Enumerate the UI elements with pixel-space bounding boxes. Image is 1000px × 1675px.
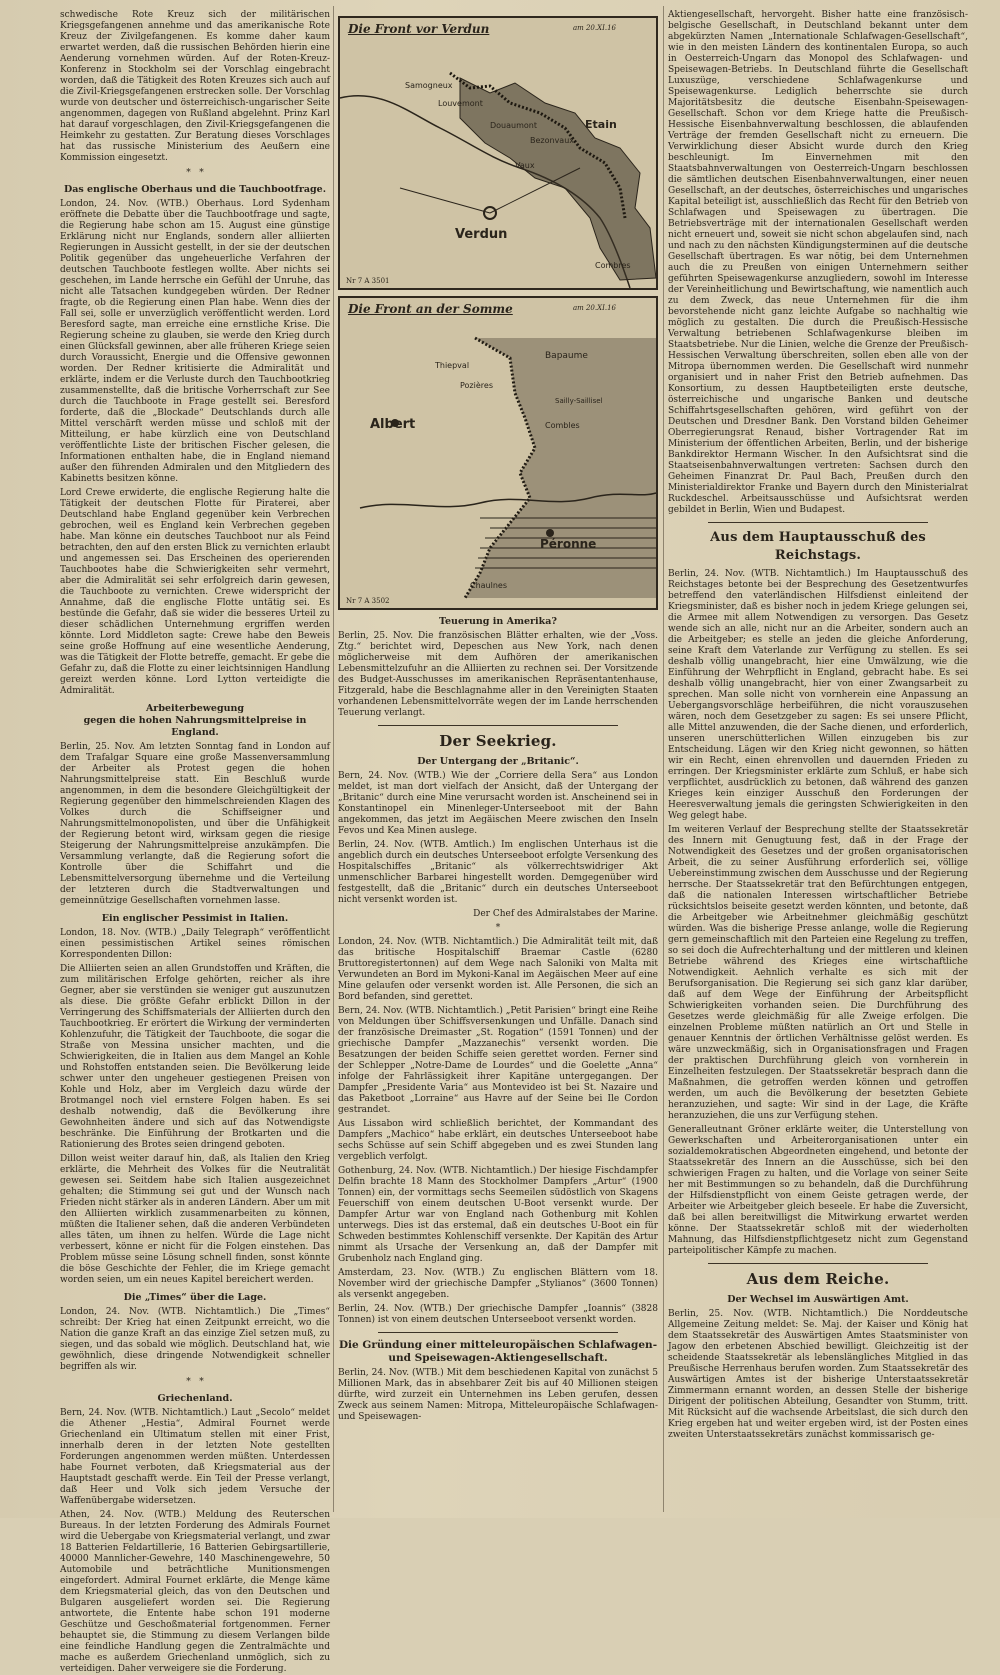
- article-paragraph: London, 24. Nov. (WTB. Nichtamtlich.) Die „Times“ schreibt: Der Krieg hat einen Zeitpunkt erreicht, wo die Nation die ganze Kraft an das einzige Ziel setzen muß, zu siegen, und das sobald wie möglich. Deutschland hat, wie gewöhnlich, diese dringende Notwendigkeit schneller begriffen als wir.: [60, 1307, 330, 1372]
- column-rule: [663, 6, 664, 1512]
- article-subheadline: gegen die hohen Nahrungsmittelpreise in England.: [83, 715, 307, 738]
- article-paragraph: Aus Lissabon wird schließlich berichtet, der Kommandant des Dampfers „Machico“ habe erklärt, ein deutsches Unterseeboot habe sechs Schüsse auf sein Schiff abgegeben und es zwei Stunden lang vergeblich verfolgt.: [338, 1119, 658, 1162]
- separator-stars: * *: [186, 168, 204, 178]
- divider: [708, 522, 928, 523]
- map-label: Bapaume: [545, 351, 588, 361]
- article-paragraph: Berlin, 24. Nov. (WTB. Nichtamtlich.) Im Hauptausschuß des Reichstages betonte bei der Besprechung des Gesetzentwurfes betreffend den vaterländischen Hilfsdienst einleitend der Kriegsminister, daß es bisher noch in jedem Kriege gelungen sei, die Armee mit allem Notwendigen zu versorgen. Das Gesetz wende sich an alle, nicht nur an die Arbeiter, sondern auch an die Arbeitgeber; es stelle an jeden die gleiche Anforderung, seine Kraft dem Vaterlande zur Verfügung zu stellen. Es sei deshalb völlig unangebracht, hier eine Umwälzung, wie die Einführung der Wehrpflicht in England, gebracht habe. Es sei deshalb völlig unangebracht, hier von einer Zwangsarbeit zu sprechen. Man solle nicht von vornherein eine Anpassung an Uebergangsvorschläge herbeiführen, die nicht vorauszusehen wären, noch dem Gesetzgeber zu sagen: Es sei unsere Pflicht, alle Mittel anzuwenden, die der Sache dienen, und erforderlich, unseren unerschütterlichen Willen einzugeben bis zur Entscheidung. Lägen wir den Krieg nicht gewonnen, so hätten wir ein Recht, einen ehrenvollen und dauernden Frieden zu erringen. Der Kriegsminister erklärte zum Schluß, er habe sich verpflichtet, ausdrücklich zu betonen, daß während des ganzen Krieges kein einziger Ausschuß den Forderungen der Heeresverwaltung jemals die geringsten Schwierigkeiten in den Weg gelegt habe.: [668, 569, 968, 821]
- section-headline: Der Seekrieg.: [439, 732, 557, 750]
- article-headline: Ein englischer Pessimist in Italien.: [101, 913, 289, 924]
- map-label: Albert: [370, 417, 416, 432]
- article-paragraph: Berlin, 24. Nov. (WTB. Amtlich.) Im englischen Unterhaus ist die angeblich durch ein deutsches Unterseeboot erfolgte Versenkung des Hospitalschiffes „Britanic“ als völkerrechtswidriger Akt unmenschlicher Barbarei hingestellt worden. Demgegenüber wird festgestellt, daß die „Britanic“ durch ein deutsches Unterseeboot nicht versenkt worden ist.: [338, 840, 658, 905]
- section-headline: Aus dem Reiche.: [746, 1270, 890, 1288]
- column-left: [60, 10, 330, 1674]
- map-somme-drawing: [340, 298, 656, 608]
- divider: [708, 1263, 928, 1264]
- map-label: Thiepval: [435, 361, 470, 370]
- article-paragraph: London, 24. Nov. (WTB. Nichtamtlich.) Die Admiralität teilt mit, daß das britische Hospitalschiff Braemar Castle (6280 Bruttoregistertonnen) auf dem Wege nach Saloniki von Malta mit Verwundeten an Bord im Mykoni-Kanal im Aegäischen Meer auf eine Mine gelaufen oder versenkt worden ist. Alle Personen, die sich an Bord befanden, sind gerettet.: [338, 937, 658, 1002]
- map-label: Chaulnes: [470, 581, 508, 590]
- column-middle: [338, 10, 658, 1510]
- article-paragraph: Berlin, 25. Nov. Am letzten Sonntag fand in London auf dem Trafalgar Square eine große Massenversammlung der Arbeiter als Protest gegen die hohen Nahrungsmittelpreise statt. Ein Beschluß wurde angenommen, in dem die besondere Gleichgültigkeit der Regierung gegenüber den himmelschreienden Klagen des Volkes durch die Schiffseigner und Nahrungsmittelmonopolisten, und über die Unfähigkeit der Regierung betont wird, wirksam gegen die riesige Steigerung der Nahrungsmittelpreise anzukämpfen. Die Versammlung verlangte, daß die Regierung sofort die Kontrolle über die Schiffahrt und die Lebensmittelversorgung übernehme und die Verteilung der letzteren durch die Stadtverwaltungen und gemeinnützige Gesellschaften vornehmen lasse.: [60, 742, 330, 906]
- map-somme: [338, 296, 658, 610]
- article-headline: Die „Times“ über die Lage.: [123, 1292, 267, 1303]
- divider: [378, 725, 618, 726]
- article-paragraph: Bern, 24. Nov. (WTB. Nichtamtlich.) „Petit Parisien“ bringt eine Reihe von Meldungen über Schiffsversenkungen und Unfälle. Danach sind der französische Dreimaster „St. Rogation“ (1591 Tonnen) und der griechische Dampfer „Mazzanechis“ versenkt worden. Die Besatzungen der beiden Schiffe seien gerettet worden. Ferner sind der Schlepper „Notre-Dame de Lourdes“ und die Goelette „Anna“ infolge der Fahrlässigkeit ihrer Kapitäne untergegangen. Der Dampfer „Presidente Varia“ aus Montevideo ist bei St. Nazaire und das Paketboot „Lorraine“ aus Havre auf der Seine bei Ile Cordon gestrandet.: [338, 1006, 658, 1115]
- article-headline: Griechenland.: [157, 1393, 233, 1404]
- map-label: Vaux: [515, 161, 535, 170]
- article-headline: Arbeiterbewegung: [145, 703, 245, 714]
- map-label: Bezonvaux: [530, 136, 575, 145]
- map-label: Samogneux: [405, 81, 453, 90]
- map-label: Péronne: [540, 537, 597, 551]
- article-paragraph: Athen, 24. Nov. (WTB.) Meldung des Reuterschen Bureaus. In der letzten Forderung des Admirals Fournet wird die Uebergabe von Kriegsmaterial verlangt, und zwar 18 Batterien Feldartillerie, 16 Batterien Gebirgsartillerie, 40000 Mannlicher-Gewehre, 140 Maschinengewehre, 50 Automobile und beträchtliche Munitionsmengen eingefordert. Admiral Fournet erklärte, die Menge käme dem Kriegsmaterial gleich, das von den Deutschen und Bulgaren ausgeliefert worden sei. Die Regierung antwortete, die Entente habe schon 191 moderne Geschütze und Geschoßmaterial fortgenommen. Ferner behauptet sie, die Stimmung zu diesem Verlangen bilde eine feindliche Handlung gegen die Zentralmächte und mache es außerdem Griechenland unmöglich, sich zu verteidigen. Daher verweigere sie die Forderung.: [60, 1510, 330, 1674]
- separator-stars: * *: [186, 1377, 204, 1387]
- map-label: Verdun: [455, 227, 508, 242]
- article-paragraph: Aktiengesellschaft, hervorgeht. Bisher hatte eine französisch-belgische Gesellschaft, in Deutschland bekannt unter dem abgekürzten Namen „Internationale Schlafwagen-Gesellschaft“, wie in den meisten Ländern des kontinentalen Europa, so auch in Oesterreich-Ungarn das Monopol des Schlafwagen- und Speisewagen-Betriebs. In Deutschland führte die Gesellschaft Luxuszüge, verschiedene Schlafwagenkurse und Speisewagenkurse. Lediglich beherrschte sie durch Majoritätsbesitz die deutsche Eisenbahn-Speisewagen-Gesellschaft. Schon vor dem Kriege hatte die Preußisch-Hessische Eisenbahnverwaltung beschlossen, die ablaufenden Verträge der fremden Gesellschaft nicht zu erneuern. Die Verwirklichung dieser Absicht wurde durch den Krieg beschleunigt. Im Einvernehmen mit den Staatsbahnverwaltungen von Oesterreich-Ungarn beschlossen die sämtlichen deutschen Eisenbahnverwaltungen, einer neuen Gesellschaft, an der deutsches, österreichisches und ungarisches Kapital beteiligt ist, ausschließlich das Recht für den Betrieb von Schlafwagen und Speisewagen zu übertragen. Die Betriebsverträge mit der internationalen Gesellschaft werden nicht erneuert und, soweit sie nicht schon abgelaufen sind, nach und nach zu den nächsten Kündigungsterminen auf die deutsche Gesellschaft übertragen. Es war nötig, bei dem Unternehmen auch die zu Preußen von einigen Unternehmern seither geführten Speisewagenkurse anzugliedern, sowohl im Interesse der Vereinheitlichung und Bewirtschaftung, wie namentlich auch zu dem Zweck, das neue Unternehmen für die ihm bevorstehende nicht ganz leichte Aufgabe so nachhaltig wie möglich zu gestalten. Die durch die Preußisch-Hessische Verwaltung betriebenen Schlafwagenkurse bleiben im Staatsbetriebe. Nur die Linien, welche die Grenze der Preußisch-Hessischen Verwaltung überschreiten, sollen eben alle von der Mitropa übernommen werden. Die Gesellschaft wird nunmehr organisiert und in naher Frist den Betrieb aufnehmen. Das Konsortium, zu dessen Hauptbeteiligten erste deutsche, österreichische und ungarische Banken und deutsche Schiffahrtsgesellschaften gehören, wird geführt von der Deutschen und Dresdner Bank. Den Vorstand bilden Geheimer Oberregierungsrat Renaud, bisher Vortragender Rat im Ministerium der öffentlichen Arbeiten, Berlin, und der bisherige Bankdirektor Hermann Wischer. In den Aufsichtsrat sind die Staatseisenbahnverwaltungen vertreten: Sachsen durch den Geheimen Finanzrat Dr. Paul Bach, Preußen durch den Ministerialdirektor Franke und Bayern durch den Ministerialrat Ruckdeschel. Arbeitsausschüsse und Aufsichtsrat werden gebildet in Berlin, Wien und Budapest.: [668, 10, 968, 515]
- map-label: Pozières: [460, 381, 493, 390]
- map-verdun: [338, 16, 658, 290]
- column-rule: [333, 6, 334, 1512]
- map-title: Die Front an der Somme: [348, 302, 513, 316]
- separator-stars: *: [495, 923, 501, 933]
- signature-line: Der Chef des Admiralstabes der Marine.: [473, 909, 658, 919]
- article-paragraph: Dillon weist weiter darauf hin, daß, als Italien den Krieg erklärte, die Mehrheit des Volkes für die Neutralität gewesen sei. Seitdem habe sich Italien ausgezeichnet gehalten; die Stimmung sei gut und der Wunsch nach Frieden nicht stärker als in anderen Ländern. Aber um mit den Alliierten wirklich zusammenarbeiten zu können, müßten die Italiener sehen, daß die anderen Verbündeten alles täten, um ihnen zu helfen. Würde die Lage nicht verbessert, könne er nicht für die Folgen einstehen. Das Problem müsse seine Lösung schnell finden, sonst könnte die böse Geschichte der Fehler, die im Kriege gemacht worden seien, um ein neues Kapitel bereichert werden.: [60, 1154, 330, 1285]
- article-paragraph: Bern, 24. Nov. (WTB. Nichtamtlich.) Laut „Secolo“ meldet die Athener „Hestia“, Admiral Fournet werde Griechenland ein Ultimatum stellen mit einer Frist, innerhalb deren in der letzten Note gestellten Forderungen angenommen werden müßten. Unterdessen habe Fournet verboten, daß Kriegsmaterial aus der Hauptstadt geschafft werde. Ein Teil der Presse verlangt, daß Heer und Volk sich jedem Versuche der Waffenübergabe widersetzen.: [60, 1408, 330, 1506]
- article-paragraph: Berlin, 24. Nov. (WTB.) Der griechische Dampfer „Ioannis“ (3828 Tonnen) ist von einem deutschen Unterseeboot versenkt worden.: [338, 1304, 658, 1325]
- article-paragraph: Die Alliierten seien an allen Grundstoffen und Kräften, die zum militärischen Erfolge gehörten, reicher als ihre Gegner, aber sie verstünden sie weniger gut auszunutzen als diese. Die größte Gefahr erblickt Dillon in der Verringerung des Schiffsmaterials der Alliierten durch den Tauchbootkrieg. Er erörtert die Wirkung der verminderten Kohlenzufuhr, die Tätigkeit der Tauchboote, die sogar die Straße von Messina unsicher machten, und die Schwierigkeiten, die in Italien aus dem Mangel an Kohle und Rohstoffen entstanden seien. Die Bevölkerung leide schwer unter den ungeheuer gestiegenen Preisen von Kohle und Holz, aber im Vergleich dazu würde der Brotmangel noch viel ernstere Folgen haben. Es sei deshalb notwendig, daß die Bevölkerung ihre Gewohnheiten ändere und sich auf das Notwendigste beschränke. Die Einführung der Brotkarten und die Rationierung des Brotes seien dringend geboten.: [60, 964, 330, 1150]
- divider: [378, 1332, 618, 1333]
- map-title: Die Front vor Verdun: [348, 22, 490, 36]
- map-label: Combres: [595, 261, 631, 270]
- article-paragraph: Berlin, 25. Nov. (WTB. Nichtamtlich.) Die Norddeutsche Allgemeine Zeitung meldet: Se. Maj. der Kaiser und König hat dem Staatssekretär des Auswärtigen Amtes Staatsminister von Jagow den erbetenen Abschied bewilligt. Gleichzeitig ist der scheidende Staatssekretär als lebenslängliches Mitglied in das Preußische Herrenhaus berufen worden. Zum Staatssekretär des Auswärtigen Amtes ist der bisherige Unterstaatssekretär Zimmermann ernannt worden, an dessen Stelle der bisherige Dirigent der politischen Abteilung, Gesandter von Stumm, tritt. Mit Rücksicht auf die wachsende Arbeitslast, die sich durch den Krieg ergeben hat und weiter ergeben wird, ist der Posten eines zweiten Unterstaatssekretärs zunächst kommissarisch ge-: [668, 1309, 968, 1440]
- article-headline: Der Untergang der „Britanic“.: [417, 756, 579, 767]
- article-paragraph: Generalleutnant Gröner erklärte weiter, die Unterstellung von Gewerkschaften und Arbeiterorganisationen unter ein sozialdemokratischen Abgeordneten eingehend, und betonte der Staatssekretär des Innern an die Ausschüsse, sich bei den schwierigen Fragen zu halten, und die Vorlage von seiner Seite her mit Bestimmungen so zu behandeln, daß die Durchführung der Hilfsdienstpflicht von einem Geiste getragen werde, der Arbeiter wie Arbeitgeber gleich beseele. Er habe die Zuversicht, daß bei allen bereitwilligst die Mitwirkung erwartet werden könne. Der Staatssekretär schloß mit der wiederholten Mahnung, das Hilfsdienstpflichtgesetz nicht zum Gegenstand parteipolitischer Kämpfe zu machen.: [668, 1125, 968, 1256]
- map-label: Combles: [545, 421, 580, 430]
- article-headline: Teuerung in Amerika?: [439, 616, 557, 627]
- article-headline: Die Gründung einer mitteleuropäischen Schlafwagen- und Speisewagen-Aktiengesellschaft.: [338, 1339, 658, 1364]
- section-headline: Aus dem Hauptausschuß des Reichstags.: [710, 530, 926, 563]
- article-paragraph: London, 18. Nov. (WTB.) „Daily Telegraph“ veröffentlicht einen pessimistischen Artikel seines römischen Korrespondenten Dillon:: [60, 928, 330, 960]
- map-label: Louvemont: [438, 99, 483, 108]
- map-date: am 20.XI.16: [572, 24, 616, 32]
- article-paragraph: Lord Crewe erwiderte, die englische Regierung halte die Tätigkeit der deutschen Flotte für Piraterei, aber Deutschland habe England gegenüber kein Verbrechen gebrochen, weil es England kein Verbrechen gegeben habe. Man könne ein deutsches Tauchboot nur als Feind betrachten, den auf den ersten Blick zu vernichten erlaubt und angemessen sei. Das Erscheinen des operierenden Tauchbootes habe die Schwierigkeiten sehr vermehrt, aber die Admiralität sei sehr erfolgreich darin gewesen, die Tauchboote zu vernichten. Crewe widerspricht der Annahme, daß die englische Flotte untätig sei. Es bestünde die Gefahr, daß sie wider die besseres Urteil zu dieser schädlichen Unternehmung ergriffen werden könnte. Lord Middleton sagte: Crewe habe den Beweis seine große Hoffnung auf eine wesentliche Aenderung, was die Tätigkeit der Flotte betreffe, gemacht. Er gebe die Gefahr zu, daß die Flotte zu einer leichtsinnigen Handlung gereizt werden könne. Lord Lytton verteidigte die Admiralität.: [60, 488, 330, 696]
- map-date: am 20.XI.16: [572, 304, 616, 312]
- article-headline: Der Wechsel im Auswärtigen Amt.: [727, 1294, 909, 1305]
- article-paragraph: schwedische Rote Kreuz sich der militärischen Kriegsgefangenen annehme und das amerikanische Rote Kreuz der Zivilgefangenen. Es komme daher kaum erwartet werden, daß die russischen Behörden hierin eine Aenderung vornehmen würden. Auf der Roten-Kreuz-Konferenz in Stockholm sei der Vorschlag eingebracht worden, daß die Tätigkeit des Roten Kreuzes sich auch auf die Zivil-Kriegsgefangenen erstrecken solle. Der Vorschlag wurde von deutscher und österreichisch-ungarischer Seite angenommen, dagegen von Rußland abgelehnt. Prinz Karl hat darauf vorgeschlagen, den Zivil-Kriegsgefangenen die Heimkehr zu gestatten. Zur Beratung dieses Vorschlages hat das russische Ministerium des Aeußern eine Kommission eingesetzt.: [60, 10, 330, 163]
- article-paragraph: Amsterdam, 23. Nov. (WTB.) Zu englischen Blättern vom 18. November wird der griechische Dampfer „Stylianos“ (3600 Tonnen) als versenkt angegeben.: [338, 1268, 658, 1300]
- article-headline: Das englische Oberhaus und die Tauchbootfrage.: [63, 184, 327, 195]
- map-verdun-drawing: [340, 18, 656, 288]
- article-paragraph: Berlin, 25. Nov. Die französischen Blätter erhalten, wie der „Voss. Ztg.“ berichtet wird, Depeschen aus New York, nach denen möglicherweise mit dem Aufhören der amerikanischen Lebensmittelzufuhr an die Alliierten zu rechnen sei. Der Vorsitzende des Budget-Ausschusses im amerikanischen Repräsentantenhause, Fitzgerald, habe die Beschlagnahme aller in den Vereinigten Staaten vorhandenen Lebensmittelvorräte wegen der im Lande herrschenden Teuerung verlangt.: [338, 631, 658, 718]
- article-paragraph: London, 24. Nov. (WTB.) Oberhaus. Lord Sydenham eröffnete die Debatte über die Tauchbootfrage und sagte, die Regierung habe schon am 15. August eine günstige Erklärung nicht nur Englands, sondern aller alliierten Regierungen in Aussicht gestellt, in der sie der deutschen Politik gegenüber das ungeheuerliche Verfahren der deutschen Tauchboote festlegen wollte. Aber nichts sei geschehen, im Lande herrsche ein Gefühl der Unruhe, das nicht alle Tatsachen kundgegeben würden. Der Redner fragte, ob die Regierung einen Plan habe. Wenn dies der Fall sei, solle er unverzüglich veröffentlicht werden. Lord Beresford sagte, man erreiche eine ernstliche Krise. Die Regierung scheine zu glauben, sie werde den Krieg durch einen Glücksfall gewinnen, aber alle früheren Kriege seien durch Voraussicht, Energie und die Offensive gewonnen worden. Der Redner kritisierte die Admiralität und erklärte, indem er die Verluste durch den Tauchbootkrieg zusammenstellte, daß die britische Vorherrschaft zur See durch die Tauchboote in Frage gestellt sei. Beresford forderte, daß die „Blockade“ Deutschlands durch alle Mittel verschärft werden müsse und schloß mit der Mitteilung, er habe kürzlich eine von Deutschland veröffentlichte Liste der britischen Fischer gelesen, die Informationen enthalten habe, die in England niemand außer den führenden Admiralen und den Mitgliedern des Kabinetts besitzen könne.: [60, 199, 330, 484]
- article-paragraph: Bern, 24. Nov. (WTB.) Wie der „Corriere della Sera“ aus London meldet, ist man dort vielfach der Ansicht, daß der Untergang der „Britanic“ durch eine Mine verursacht worden ist. Anscheinend sei in Konstantinopel ein Minenleger-Unterseeboot mit der Bahn angekommen, das jetzt im Aegäischen Meere zwischen den Inseln Fevos und Kea Minen auslege.: [338, 771, 658, 836]
- article-paragraph: Im weiteren Verlauf der Besprechung stellte der Staatssekretär des Innern mit Genugtuung fest, daß in der Frage der Notwendigkeit des Gesetzes und der großen organisatorischen Arbeit, die zu seiner Ausführung erforderlich sei, völlige Uebereinstimmung zwischen dem Ausschusse und der Regierung herrsche. Der Staatssekretär trat den Befürchtungen entgegen, daß die nationalen Interessen wirtschaftlicher Betriebe rücksichtslos beiseite gesetzt werden könnten, und betonte, daß die Arbeitgeber wie Arbeitnehmer gleichmäßig geschützt würden. Was die bisherige Presse anlange, wolle die Regierung gern gemeinschaftlich mit den Parteien eine Regelung zu treffen, so sei doch die Aufrechterhaltung und der mittleren und kleinen Betriebe während des Krieges eine wirtschaftliche Notwendigkeit. Aehnlich verhalte es sich mit der Berufsorganisation. Die Regierung sei sich ganz klar darüber, daß auf dem Wege der Einführung der Arbeitspflicht Schwierigkeiten vorhanden seien. Die Durchführung des Gesetzes werde gleichmäßig für alle Zweige erfolgen. Die einzelnen Probleme müßten natürlich an Ort und Stelle in genauer Kenntnis der örtlichen Verhältnisse gelöst werden. Es wäre unzweckmäßig, sich in Organisationsfragen und Fragen der praktischen Durchführung gleich von vornherein in Einzelheiten festzulegen. Der Staatssekretär besprach dann die Maßnahmen, die getroffen werden können und getroffen werden, um auch die Bevölkerung der besetzten Gebiete heranzuziehen, und sagte: Wir sind in der Lage, die Kräfte heranzuziehen, die uns zur Verfügung stehen.: [668, 825, 968, 1121]
- map-label: Sailly-Saillisel: [555, 397, 603, 405]
- map-label: Douaumont: [490, 121, 537, 130]
- column-right: [668, 10, 968, 1510]
- article-paragraph: Berlin, 24. Nov. (WTB.) Mit dem beschiedenen Kapital von zunächst 5 Millionen Mark, das in absehbarer Zeit bis auf 40 Millionen steigen dürfte, wird zurzeit ein Unternehmen ins Leben gerufen, dessen Zweck aus seinem Namen: Mitropa, Mitteleuropäische Schlafwagen- und Speisewagen-: [338, 1368, 658, 1422]
- article-paragraph: Gothenburg, 24. Nov. (WTB. Nichtamtlich.) Der hiesige Fischdampfer Delfin brachte 18 Mann des Stockholmer Dampfers „Artur“ (1900 Tonnen) ein, der vormittags sechs Seemeilen südöstlich von Skagens Feuerschiff von einem deutschen U-Boot versenkt wurde. Der Dampfer Artur war von England nach Gothenburg mit Kohlen unterwegs. Dies ist das erstemal, daß ein deutsches U-Boot ein für Schweden bestimmtes Kohlenschiff versenkte. Der Kapitän des Artur nimmt als Ursache der Versenkung an, daß der Dampfer mit Grubenholz nach England ging.: [338, 1166, 658, 1264]
- map-credit: Nr 7 A 3501: [346, 277, 390, 285]
- map-credit: Nr 7 A 3502: [346, 597, 390, 605]
- map-label: Etain: [585, 118, 617, 131]
